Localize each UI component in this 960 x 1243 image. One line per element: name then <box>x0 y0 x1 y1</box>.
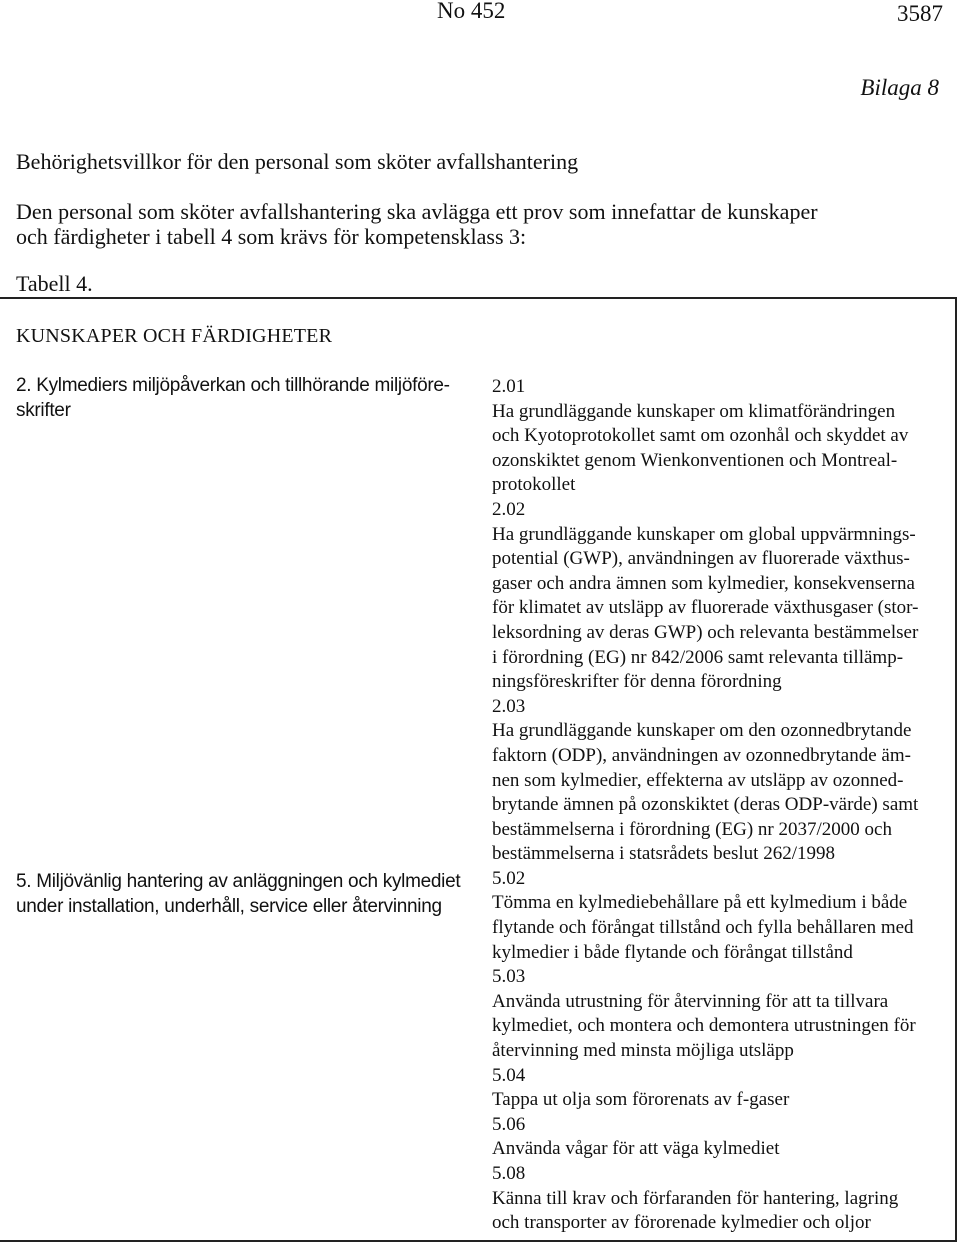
requirement-code: 5.06 <box>492 1113 526 1135</box>
category-line: 2. Kylmediers miljöpåverkan och tillhörande miljöföre- <box>16 375 450 396</box>
requirement-line: flytande och förångat tillstånd och fylla behållaren med <box>492 917 914 939</box>
table-heading: KUNSKAPER OCH FÄRDIGHETER <box>16 325 333 347</box>
requirement-2-02 <box>492 498 950 695</box>
requirement-line: Använda vågar för att väga kylmediet <box>492 1138 780 1160</box>
issue-number: No 452 <box>437 0 506 23</box>
requirement-line: potential (GWP), användningen av fluorerade växthus- <box>492 548 910 570</box>
requirement-line: Tappa ut olja som förorenats av f-gaser <box>492 1089 790 1111</box>
requirement-line: återvinning med minsta möjliga utsläpp <box>492 1040 794 1062</box>
requirement-2-01 <box>492 375 950 498</box>
category-5 <box>16 869 476 919</box>
requirement-line: brytande ämnen på ozonskiktet (deras ODP-värde) samt <box>492 794 919 816</box>
appendix-label: Bilaga 8 <box>860 75 939 100</box>
requirement-5-02 <box>492 867 950 965</box>
requirement-line: faktorn (ODP), användningen av ozonnedbrytande äm- <box>492 744 911 766</box>
requirement-5-04 <box>492 1064 950 1113</box>
category-line: skrifter <box>16 400 71 421</box>
requirement-5-06 <box>492 1113 950 1162</box>
requirement-line: ningsföreskrifter för denna förordning <box>492 671 782 693</box>
requirement-line: protokollet <box>492 474 576 496</box>
document-title: Behörighetsvillkor för den personal som sköter avfallshantering <box>16 149 579 174</box>
requirement-line: nen som kylmedier, effekterna av utsläpp av ozonned- <box>492 769 904 791</box>
category-line: under installation, underhåll, service eller återvinning <box>16 896 442 917</box>
requirement-line: och Kyotoprotokollet samt om ozonhål och skyddet av <box>492 425 909 447</box>
requirements-list <box>492 375 950 1236</box>
requirement-line: Använda utrustning för återvinning för att ta tillvara <box>492 990 889 1012</box>
requirement-line: leksordning av deras GWP) och relevanta bestämmelser <box>492 621 919 643</box>
category-line: 5. Miljövänlig hantering av anläggningen och kylmediet <box>16 871 461 892</box>
requirement-line: för klimatet av utsläpp av fluorerade växthusgaser (stor- <box>492 597 919 619</box>
requirement-line: Ha grundläggande kunskaper om global uppvärmnings- <box>492 523 916 545</box>
requirement-line: kylmediet, och montera och demontera utrustningen för <box>492 1015 916 1037</box>
requirement-code: 2.02 <box>492 498 526 520</box>
requirement-5-08 <box>492 1162 950 1236</box>
requirement-line: kylmedier i både flytande och förångat tillstånd <box>492 941 853 963</box>
requirement-line: och transporter av förorenade kylmedier och oljor <box>492 1212 871 1234</box>
table-caption: Tabell 4. <box>16 271 93 296</box>
requirement-code: 5.04 <box>492 1064 526 1086</box>
requirement-line: Ha grundläggande kunskaper om klimatförändringen <box>492 400 896 422</box>
requirement-line: Ha grundläggande kunskaper om den ozonnedbrytande <box>492 720 912 742</box>
requirement-line: ozonskiktet genom Wienkonventionen och Montreal- <box>492 449 898 471</box>
requirement-code: 2.01 <box>492 376 526 397</box>
page-number: 3587 <box>897 1 943 26</box>
requirement-line: bestämmelserna i statsrådets beslut 262/1998 <box>492 843 835 865</box>
requirement-line: i förordning (EG) nr 842/2006 samt relevanta tillämp- <box>492 646 904 668</box>
intro-paragraph <box>16 199 946 249</box>
requirement-code: 5.03 <box>492 966 526 988</box>
requirement-2-03 <box>492 695 950 867</box>
intro-line: och färdigheter i tabell 4 som krävs för kompetensklass 3: <box>16 224 527 249</box>
requirement-line: gaser och andra ämnen som kylmedier, konsekvenserna <box>492 572 915 594</box>
requirement-code: 5.02 <box>492 867 526 889</box>
requirement-line: bestämmelserna i förordning (EG) nr 2037/2000 och <box>492 818 892 840</box>
requirement-code: 5.08 <box>492 1163 526 1184</box>
category-2 <box>16 373 466 423</box>
requirement-5-03 <box>492 965 950 1063</box>
requirement-code: 2.03 <box>492 695 526 717</box>
intro-line: Den personal som sköter avfallshantering ska avlägga ett prov som innefattar de kunskaper <box>16 199 818 224</box>
requirement-line: Tömma en kylmediebehållare på ett kylmedium i både <box>492 892 908 914</box>
requirement-line: Känna till krav och förfaranden för hantering, lagring <box>492 1187 899 1209</box>
